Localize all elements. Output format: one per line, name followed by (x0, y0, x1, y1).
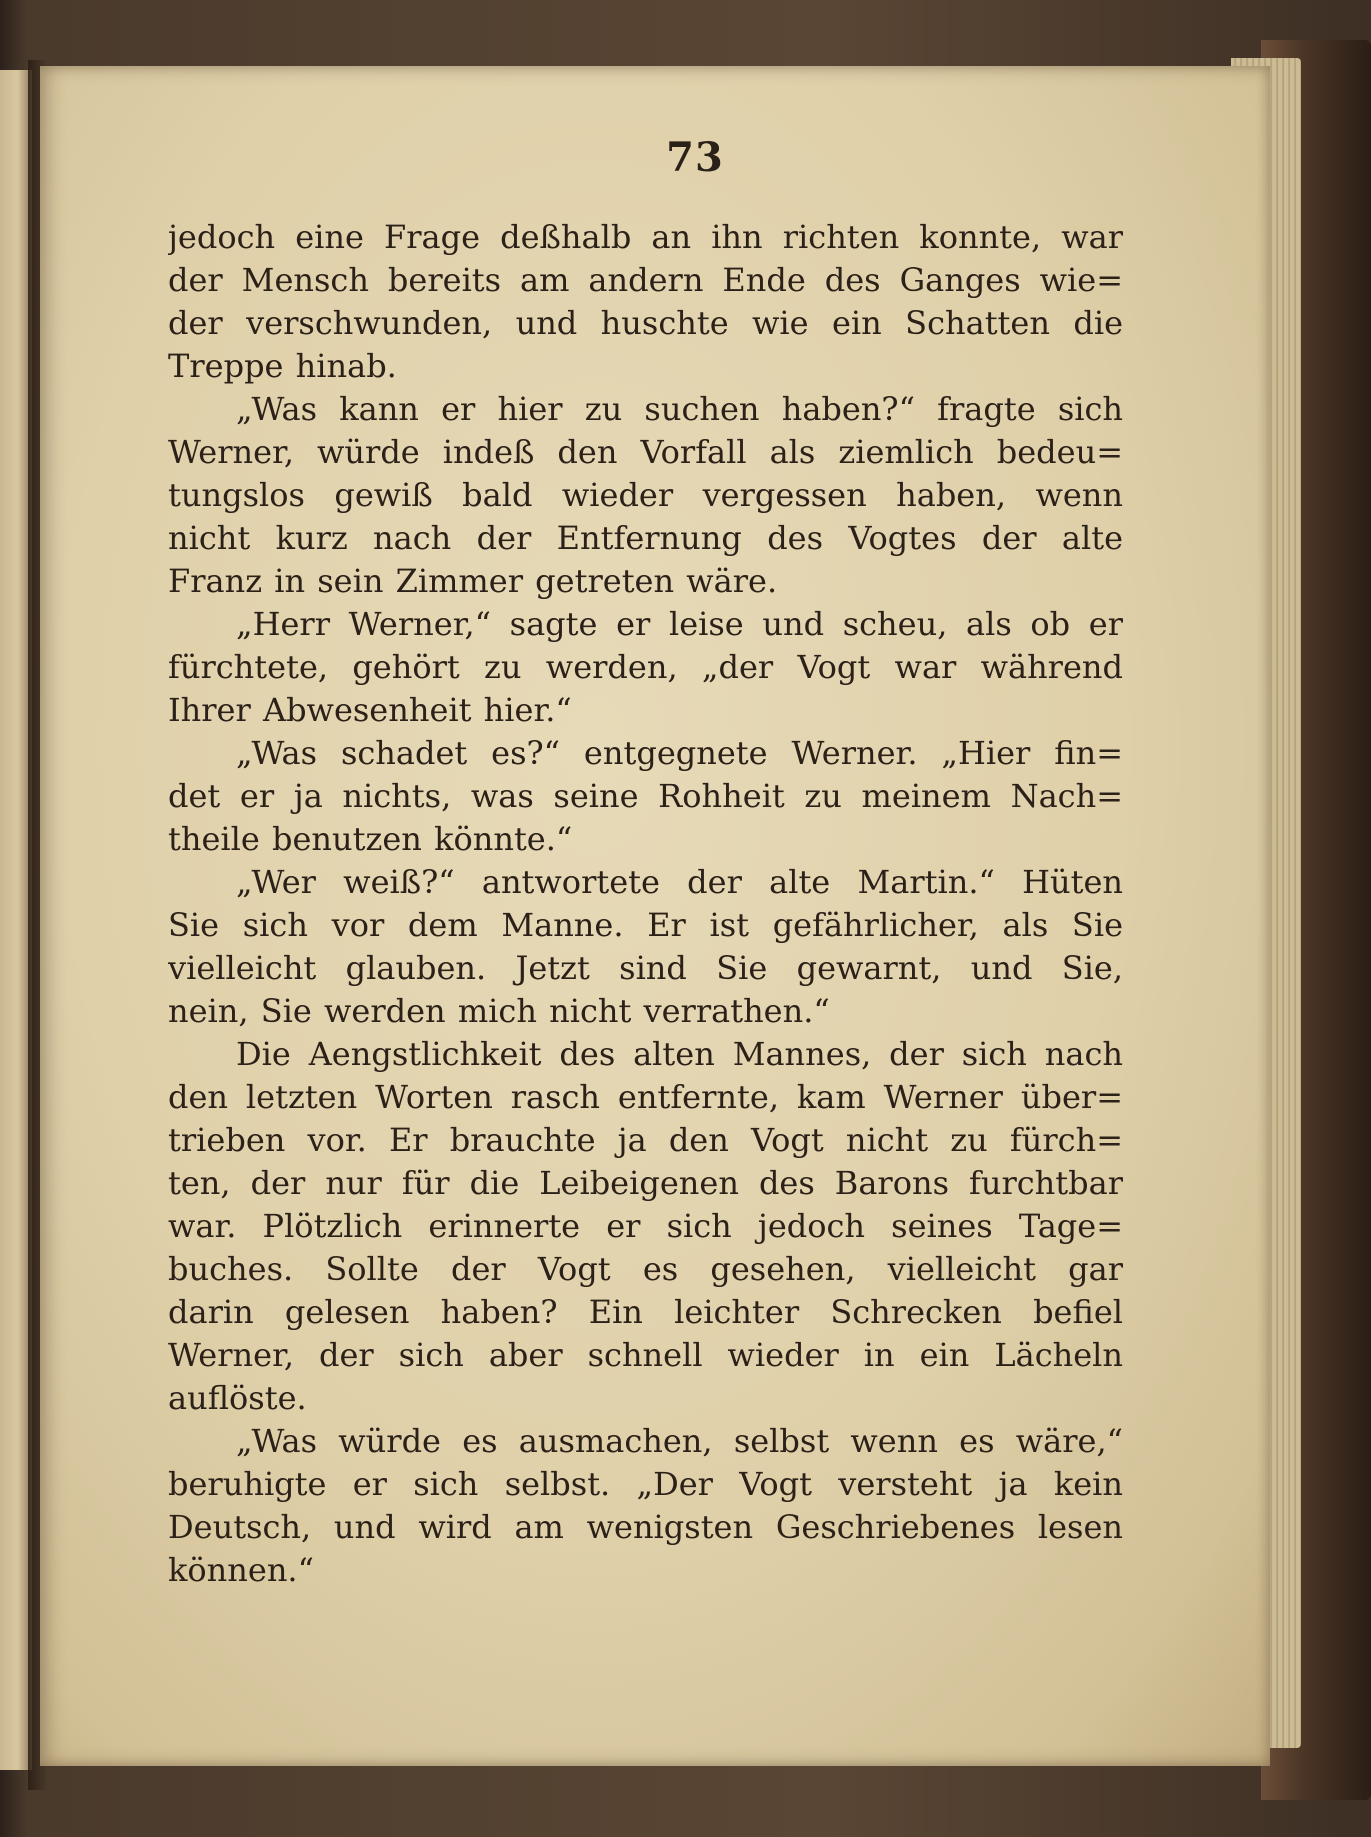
text-line: fürchtete, gehört zu werden, „der Vogt war während (168, 648, 1123, 686)
text-line: können.“ (168, 1551, 314, 1589)
text-line: beruhigte er sich selbst. „Der Vogt versteht ja kein (168, 1465, 1123, 1503)
text-line: vielleicht glauben. Jetzt sind Sie gewarnt, und Sie, (168, 949, 1123, 987)
text-line: der Mensch bereits am andern Ende des Ganges wie= (168, 261, 1123, 299)
text-line: tungslos gewiß bald wieder vergessen haben, wenn (168, 476, 1123, 514)
text-line: nicht kurz nach der Entfernung des Vogtes der alte (168, 519, 1123, 557)
text-line: „Was würde es ausmachen, selbst wenn es wäre,“ (236, 1422, 1123, 1460)
text-line: den letzten Worten rasch entfernte, kam Werner über= (168, 1078, 1123, 1116)
text-line: buches. Sollte der Vogt es gesehen, vielleicht gar (168, 1250, 1123, 1288)
text-line: darin gelesen haben? Ein leichter Schrecken befiel (168, 1293, 1123, 1331)
text-line: der verschwunden, und huschte wie ein Schatten die (168, 304, 1123, 342)
text-line: Ihrer Abwesenheit hier.“ (168, 691, 572, 729)
text-line: auflöste. (168, 1379, 307, 1417)
text-line: Werner, würde indeß den Vorfall als ziemlich bedeu= (168, 433, 1123, 471)
text-line: nein, Sie werden mich nicht verrathen.“ (168, 992, 830, 1030)
text-line: Werner, der sich aber schnell wieder in ein Lächeln (168, 1336, 1123, 1374)
text-line: trieben vor. Er brauchte ja den Vogt nicht zu fürch= (168, 1121, 1123, 1159)
text-line: det er ja nichts, was seine Rohheit zu meinem Nach= (168, 777, 1123, 815)
text-line: „Herr Werner,“ sagte er leise und scheu, als ob er (236, 605, 1123, 643)
text-line: ten, der nur für die Leibeigenen des Barons furchtbar (168, 1164, 1123, 1202)
text-line: Franz in sein Zimmer getreten wäre. (168, 562, 778, 600)
text-line: Die Aengstlichkeit des alten Mannes, der sich nach (236, 1035, 1123, 1073)
book-page (40, 66, 1270, 1766)
text-line: „Was kann er hier zu suchen haben?“ fragte sich (236, 390, 1123, 428)
text-line: Sie sich vor dem Manne. Er ist gefährlicher, als Sie (168, 906, 1123, 944)
text-line: „Wer weiß?“ antwortete der alte Martin.“ Hüten (236, 863, 1123, 901)
text-line: Treppe hinab. (168, 347, 397, 385)
text-line: Deutsch, und wird am wenigsten Geschriebenes lesen (168, 1508, 1123, 1546)
text-line: jedoch eine Frage deßhalb an ihn richten konnte, war (168, 218, 1123, 256)
text-line: theile benutzen könnte.“ (168, 820, 573, 858)
text-line: „Was schadet es?“ entgegnete Werner. „Hier fin= (236, 734, 1123, 772)
text-line: war. Plötzlich erinnerte er sich jedoch seines Tage= (168, 1207, 1123, 1245)
page-text (168, 216, 1123, 1592)
page-number: 73 (666, 134, 724, 181)
